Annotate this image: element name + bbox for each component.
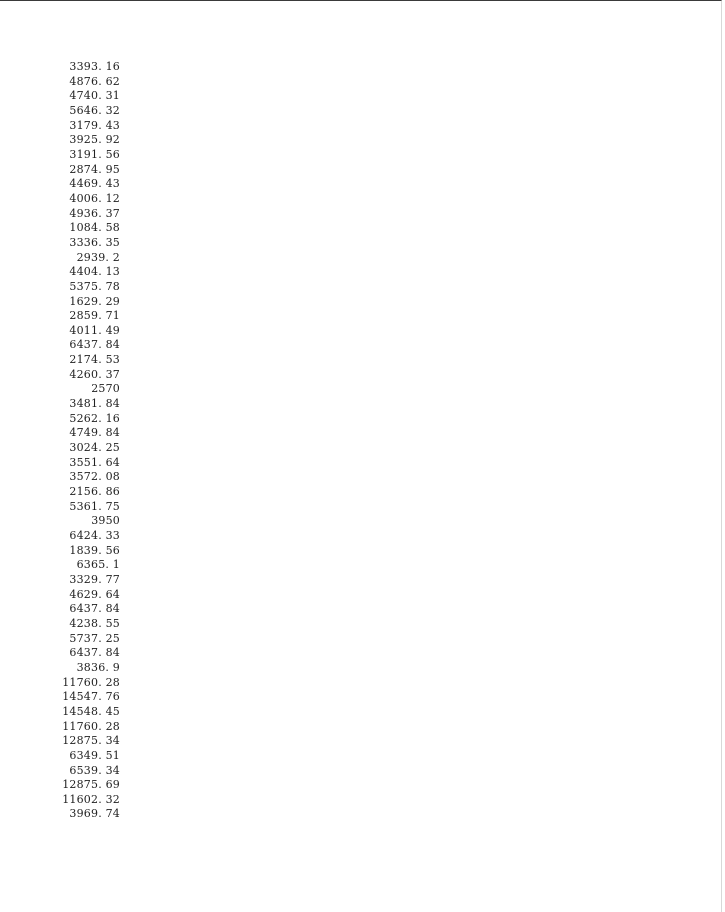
value-row: 4260. 37 [69, 367, 120, 381]
value-row: 5737. 25 [69, 631, 120, 645]
value-row: 5361. 75 [69, 499, 120, 513]
value-row: 12875. 34 [62, 734, 120, 748]
value-row: 11602. 32 [62, 792, 120, 806]
value-row: 2874. 95 [69, 162, 120, 176]
value-row: 14548. 45 [62, 704, 120, 718]
value-row: 2174. 53 [69, 353, 120, 367]
value-row: 4469. 43 [69, 177, 120, 191]
value-row: 6365. 1 [76, 558, 120, 572]
value-row: 3836. 9 [76, 660, 120, 674]
value-row: 6437. 84 [69, 646, 120, 660]
value-row: 3191. 56 [69, 147, 120, 161]
value-row: 6424. 33 [69, 529, 120, 542]
value-column [40, 60, 120, 822]
value-row: 6437. 84 [69, 338, 120, 352]
value-row: 6539. 34 [69, 763, 120, 777]
value-row: 3393. 16 [69, 60, 120, 73]
value-row: 4749. 84 [69, 426, 120, 440]
value-row: 2939. 2 [76, 250, 120, 264]
value-row: 3950 [91, 514, 120, 528]
value-row: 5375. 78 [69, 279, 120, 293]
value-row: 4629. 64 [69, 587, 120, 601]
value-row: 2859. 71 [69, 309, 120, 323]
value-row: 3551. 64 [69, 455, 120, 469]
value-row: 3481. 84 [69, 397, 120, 411]
value-row: 2570 [91, 382, 120, 396]
value-row: 1084. 58 [69, 221, 120, 235]
value-row: 5646. 32 [69, 103, 120, 117]
value-row: 1629. 29 [69, 294, 120, 308]
value-row: 11760. 28 [62, 675, 120, 689]
value-row: 6349. 51 [69, 748, 120, 762]
value-row: 12875. 69 [62, 778, 120, 792]
value-row: 4740. 31 [69, 89, 120, 103]
value-row: 3024. 25 [69, 441, 120, 455]
value-row: 5262. 16 [69, 411, 120, 425]
value-row: 1839. 56 [69, 543, 120, 557]
value-row: 3969. 74 [69, 807, 120, 821]
value-row: 3179. 43 [69, 118, 120, 132]
value-row: 6437. 84 [69, 602, 120, 616]
value-row: 3925. 92 [69, 133, 120, 147]
value-row: 4006. 12 [69, 191, 120, 205]
value-row: 4238. 55 [69, 616, 120, 630]
value-row: 4936. 37 [69, 206, 120, 220]
value-row: 4011. 49 [69, 323, 120, 337]
value-row: 14547. 76 [62, 690, 120, 704]
value-row: 3329. 77 [69, 572, 120, 586]
value-row: 11760. 28 [62, 719, 120, 733]
value-row: 3336. 35 [69, 235, 120, 249]
value-row: 3572. 08 [69, 470, 120, 484]
value-row: 4404. 13 [69, 265, 120, 279]
value-row: 4876. 62 [69, 74, 120, 88]
value-row: 2156. 86 [69, 485, 120, 499]
